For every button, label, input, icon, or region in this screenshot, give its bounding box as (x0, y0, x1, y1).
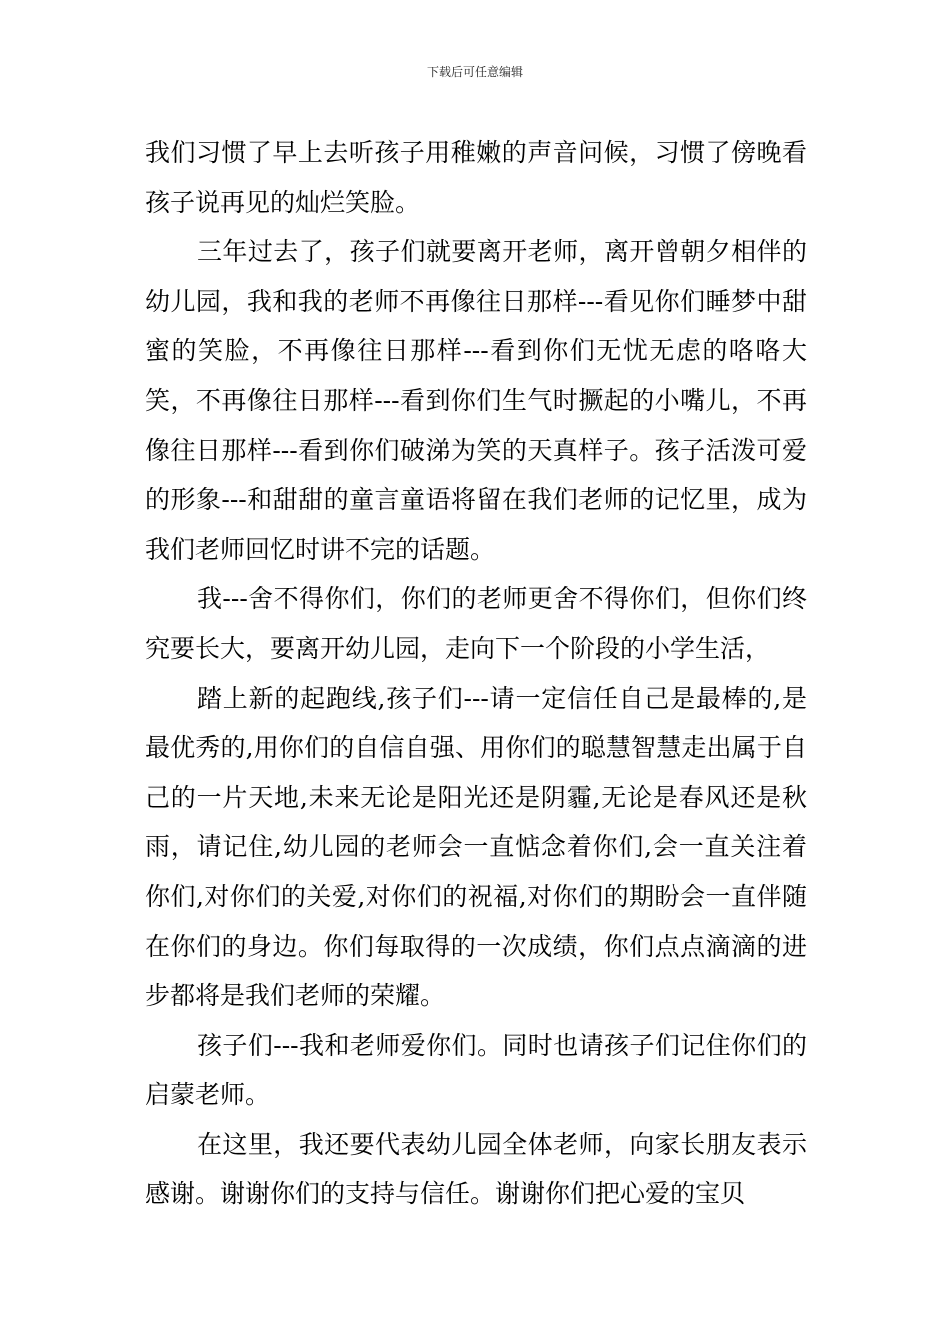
paragraph-2: 三年过去了，孩子们就要离开老师，离开曾朝夕相伴的幼儿园，我和我的老师不再像往日那样---看见你们睡梦中甜蜜的笑脸，不再像往日那样---看到你们无忧无虑的咯咯大笑，不再像往日那样---看到你们生气时撅起的小嘴儿，不再像往日那样---看到你们破涕为笑的天真样子。孩子活泼可爱的形象---和甜甜的童言童语将留在我们老师的记忆里，成为我们老师回忆时讲不完的话题。 (145, 237, 807, 564)
paragraph-1: 我们习惯了早上去听孩子用稚嫩的声音问候，习惯了傍晚看孩子说再见的灿烂笑脸。 (145, 138, 807, 217)
paragraph-5: 孩子们---我和老师爱你们。同时也请孩子们记住你们的启蒙老师。 (145, 1030, 807, 1110)
paragraph-6: 在这里，我还要代表幼儿园全体老师，向家长朋友表示感谢。谢谢你们的支持与信任。谢谢你们把心爱的宝贝 (145, 1129, 807, 1209)
page-header: 下载后可任意编辑 (426, 65, 523, 79)
paragraph-4: 踏上新的起跑线,孩子们---请一定信任自己是最棒的,是最优秀的,用你们的自信自强、用你们的聪慧智慧走出属于自己的一片天地,未来无论是阳光还是阴霾,无论是春风还是秋雨，请记住,幼儿园的老师会一直惦念着你们,会一直关注着你们,对你们的关爱,对你们的祝福,对你们的期盼会一直伴随在你们的身边。你们每取得的一次成绩，你们点点滴滴的进步都将是我们老师的荣耀。 (145, 683, 807, 1011)
document-body (145, 128, 807, 1219)
paragraph-3: 我---舍不得你们，你们的老师更舍不得你们，但你们终究要长大，要离开幼儿园，走向下一个阶段的小学生活， (145, 584, 807, 663)
